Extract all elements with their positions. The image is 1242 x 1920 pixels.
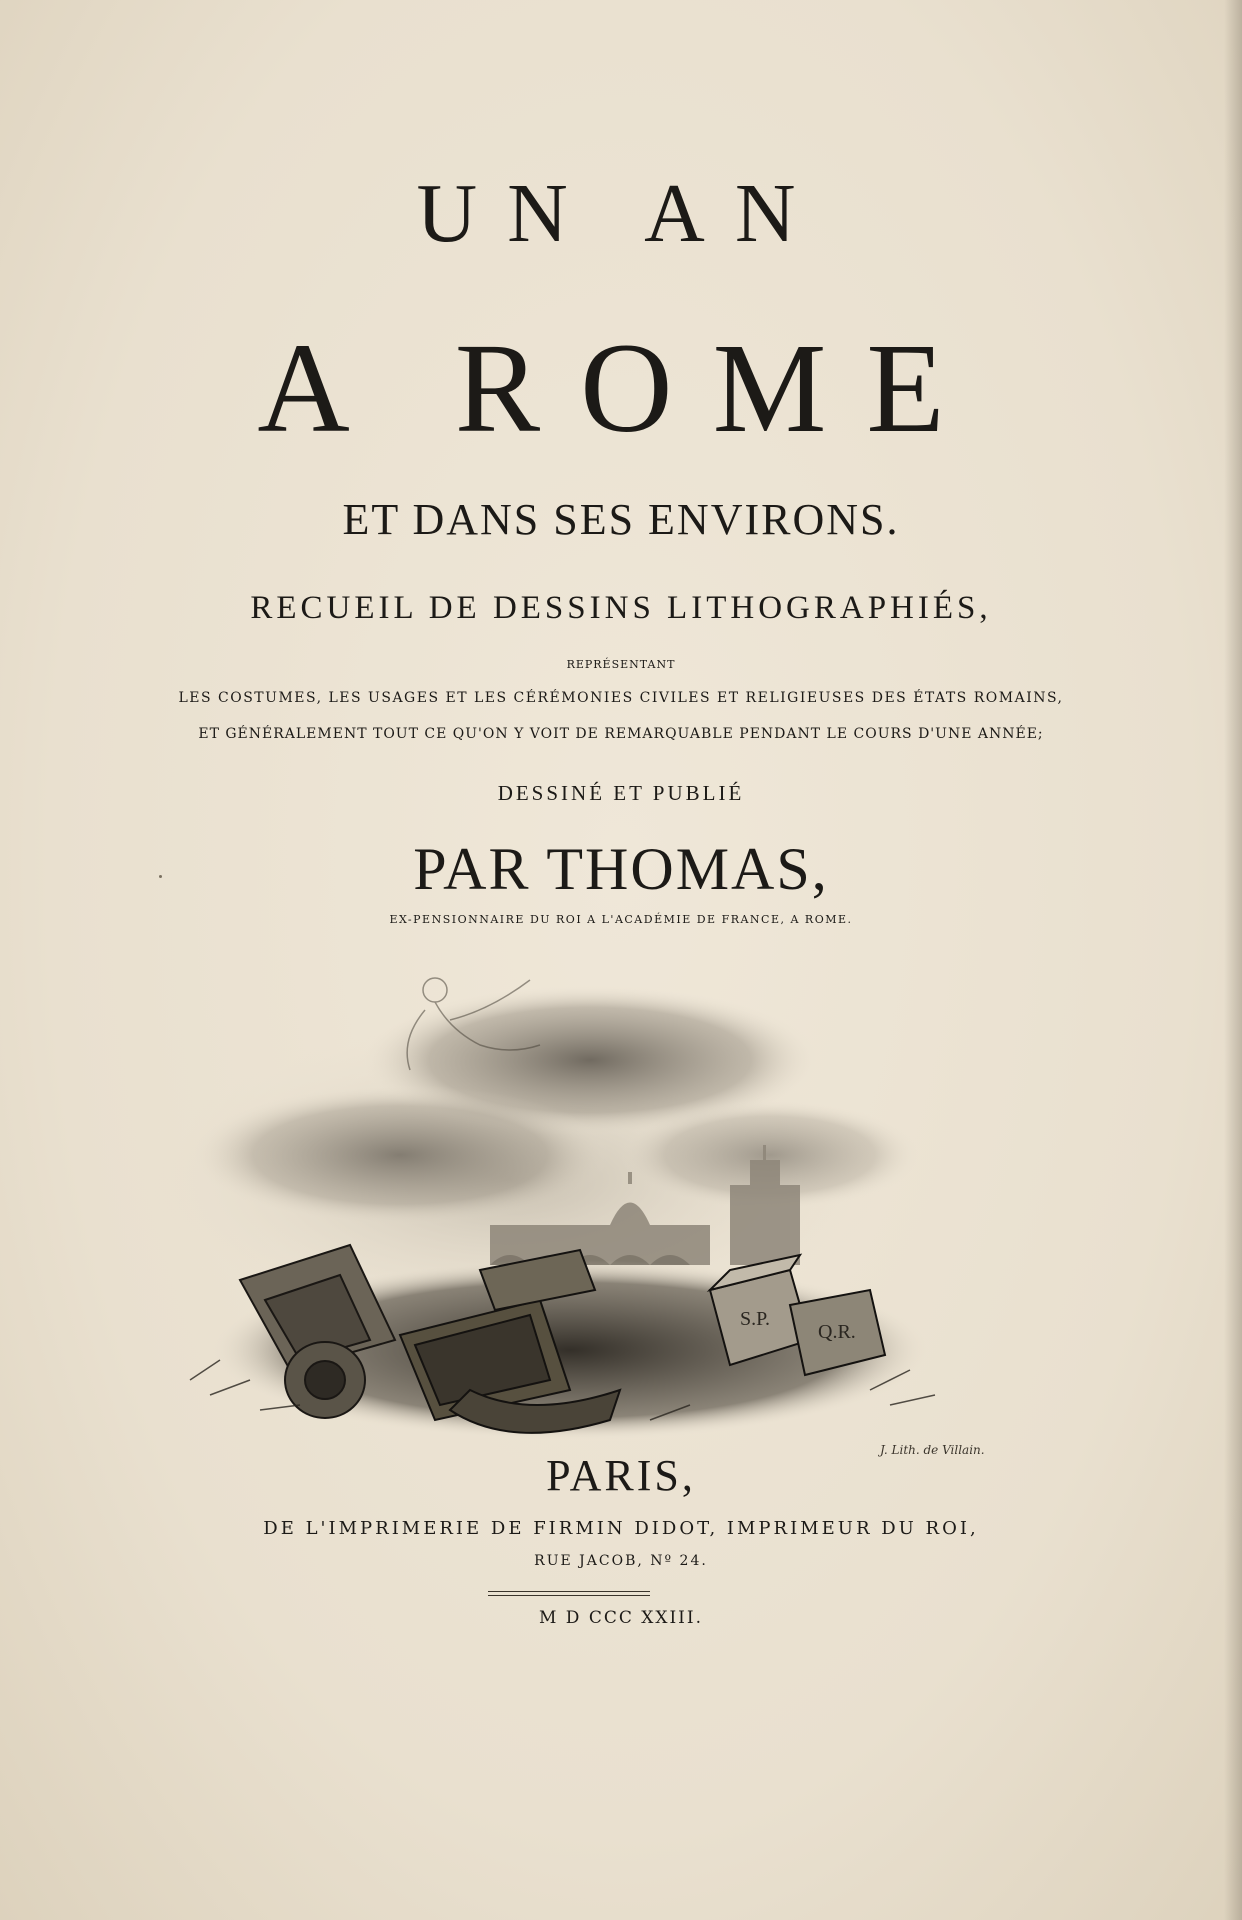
title-line-a-rome: A ROME — [257, 317, 985, 459]
title-line-un-an: UN AN — [416, 167, 826, 260]
author-note: EX-PENSIONNAIRE DU ROI A L'ACADÉMIE DE FRANCE, A ROME. — [389, 913, 853, 926]
imprint-city: PARIS, — [546, 1451, 696, 1500]
subtitle-generalement: ET GÉNÉRALEMENT TOUT CE QU'ON Y VOIT DE REMARQUABLE PENDANT LE COURS D'UNE ANNÉE; — [198, 726, 1044, 742]
subtitle-costumes: LES COSTUMES, LES USAGES ET LES CÉRÉMONIES CIVILES ET RELIGIEUSES DES ÉTATS ROMAINS, — [178, 690, 1064, 706]
crate-inscription-qr: Q.R. — [818, 1321, 856, 1343]
subtitle-representant: REPRÉSENTANT — [566, 658, 676, 671]
subtitle-recueil: RECUEIL DE DESSINS LITHOGRAPHIÉS, — [250, 590, 992, 626]
imprint-address: RUE JACOB, Nº 24. — [534, 1553, 708, 1569]
dessine-publie: DESSINÉ ET PUBLIÉ — [497, 781, 745, 805]
imprint-printer: DE L'IMPRIMERIE DE FIRMIN DIDOT, IMPRIMEUR DU ROI, — [263, 1518, 979, 1539]
lithograph-vignette — [150, 950, 1020, 1450]
subtitle-environs: ET DANS SES ENVIRONS. — [342, 495, 900, 544]
imprint-rule-bottom — [488, 1595, 650, 1596]
crate-inscription-sp: S.P. — [740, 1308, 771, 1330]
imprint-rule-top — [488, 1591, 650, 1592]
author-name: PAR THOMAS, — [413, 836, 829, 902]
lithographer-signature: J. Lith. de Villain. — [880, 1443, 985, 1457]
imprint-year: M D CCC XXIII. — [538, 1608, 704, 1628]
cloud-left — [190, 1085, 610, 1225]
page-edge-shadow — [1224, 0, 1242, 1920]
